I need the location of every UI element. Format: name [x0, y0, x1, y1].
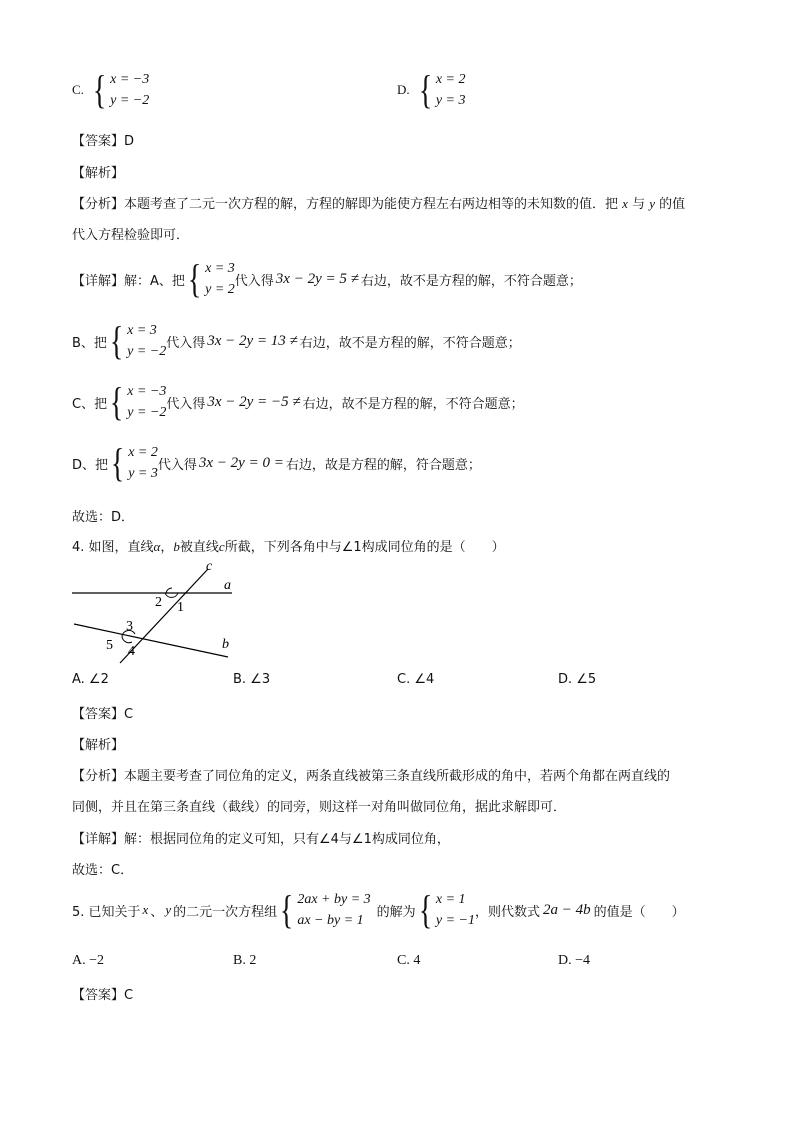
label-2: 2 — [155, 595, 162, 610]
label-4: 4 — [128, 644, 135, 659]
option-d-row1: x = 2 — [435, 72, 466, 87]
q4-option-c: C. ∠4 — [397, 672, 435, 687]
q3-fenxi-tail: 的值 — [659, 197, 686, 212]
q5-equation-system — [277, 889, 371, 931]
q5-stem-e: 的值是（ ） — [593, 904, 685, 920]
q4-choose: 故选：C． — [72, 863, 134, 878]
brace-icon: { — [109, 379, 124, 424]
q3-fenxi-and: 与 — [632, 197, 646, 212]
detail-a-row2: y = 2 — [205, 282, 235, 297]
label-3: 3 — [126, 619, 133, 634]
q5-sys1-row1: 2ax + by = 3 — [297, 892, 371, 907]
detail-a-post: 右边，故不是方程的解，不符合题意； — [360, 273, 582, 289]
option-d-label: D. — [397, 82, 410, 97]
detail-a-mid: 代入得 — [234, 273, 274, 289]
q5-solution-system — [416, 889, 475, 931]
detail-b-system — [107, 320, 166, 362]
detail-c-system — [107, 381, 166, 423]
var-c: c — [218, 539, 225, 554]
q4-option-a: A. ∠2 — [72, 672, 109, 687]
q3-fenxi-line1 — [72, 193, 685, 212]
q4-stem-c: 被直线 — [179, 540, 219, 555]
q5-stem-c: 的解为 — [376, 904, 416, 920]
option-d-row2: y = 3 — [435, 93, 466, 108]
q4-answer: 【答案】C — [72, 707, 134, 722]
brace-icon: { — [110, 440, 125, 485]
detail-c-expr: 3x − 2y = −5 ≠ — [207, 393, 301, 410]
detail-c-row1: x = −3 — [127, 384, 167, 399]
q5-option-c: C. 4 — [397, 953, 421, 968]
var-alpha: α — [153, 539, 161, 554]
q5-expr: 2a − 4b — [543, 901, 591, 918]
q5-sys2-row2: y = −1 — [435, 913, 475, 928]
detail-c-pre: C、把 — [72, 396, 108, 412]
detail-d-pre: D、把 — [72, 457, 109, 473]
q4-fenxi-line1: 【分析】本题主要考查了同位角的定义，两条直线被第三条直线所截形成的角中，若两个角都在两直线的 — [72, 769, 671, 784]
q5-stem-d: ，则代数式 — [475, 904, 541, 920]
q3-fenxi-line2: 代入方程检验即可． — [72, 228, 190, 243]
q5-stem-sep: 、 — [150, 904, 164, 920]
q3-detail-c — [72, 381, 524, 423]
q4-stem-a: 4. 如图，直线 — [72, 540, 154, 555]
line-b — [74, 624, 228, 657]
detail-c-mid: 代入得 — [166, 396, 206, 412]
detail-d-post: 右边，故是方程的解，符合题意； — [285, 457, 481, 473]
angle-1-arc — [165, 593, 178, 597]
detail-c-post: 右边，故不是方程的解，不符合题意； — [302, 396, 524, 412]
q4-stem — [72, 536, 505, 555]
q5-option-b: B. 2 — [233, 953, 257, 968]
q5-stem-b: 的二元一次方程组 — [173, 904, 278, 920]
detail-d-mid: 代入得 — [157, 457, 197, 473]
detail-a-system — [185, 258, 235, 300]
detail-a-pre: 【详解】解：A、把 — [72, 273, 185, 289]
brace-icon: { — [109, 318, 124, 363]
detail-d-system — [108, 442, 158, 484]
option-c — [72, 69, 149, 111]
q3-answer: 【答案】D — [72, 134, 135, 149]
q5-stem-a: 5. 已知关于 — [72, 904, 141, 920]
detail-c-row2: y = −2 — [127, 405, 167, 420]
detail-b-expr: 3x − 2y = 13 ≠ — [207, 332, 298, 349]
q4-detail: 【详解】解：根据同位角的定义可知，只有∠4与∠1构成同位角， — [72, 832, 450, 847]
detail-b-post: 右边，故不是方程的解，不符合题意； — [299, 335, 521, 351]
q3-choose: 故选：D． — [72, 510, 135, 525]
detail-b-pre: B、把 — [72, 335, 107, 351]
label-c: c — [206, 559, 213, 574]
q5-option-d: D. −4 — [558, 953, 591, 968]
label-b: b — [222, 637, 229, 652]
var-y: y — [649, 196, 656, 211]
q3-detail-a — [72, 258, 582, 300]
q3-detail-d — [72, 442, 481, 484]
q3-fenxi-text: 【分析】本题考查了二元一次方程的解，方程的解即为能使方程左右两边相等的未知数的值．把 — [72, 197, 619, 212]
var-x: x — [622, 196, 628, 211]
q4-figure — [60, 555, 250, 670]
detail-b-row1: x = 3 — [127, 323, 157, 338]
option-c-row1: x = −3 — [110, 72, 150, 87]
brace-icon: { — [418, 67, 432, 112]
detail-d-row2: y = 3 — [128, 466, 158, 481]
label-5: 5 — [106, 638, 113, 653]
option-d-system — [416, 69, 466, 111]
q5-stem — [72, 889, 685, 931]
q4-analysis-head: 【解析】 — [72, 738, 125, 753]
brace-icon: { — [92, 67, 107, 112]
detail-a-expr: 3x − 2y = 5 ≠ — [275, 270, 359, 287]
option-d — [397, 69, 466, 111]
q5-answer: 【答案】C — [72, 988, 134, 1003]
q4-stem-b: ， — [160, 540, 174, 555]
brace-icon: { — [187, 256, 202, 301]
var-y: y — [165, 902, 172, 917]
q4-option-b: B. ∠3 — [233, 672, 271, 687]
var-x: x — [142, 902, 149, 917]
detail-d-expr: 3x − 2y = 0 = — [198, 454, 284, 471]
q5-sys2-row1: x = 1 — [435, 892, 466, 907]
var-b: b — [173, 539, 180, 554]
detail-b-mid: 代入得 — [166, 335, 206, 351]
q4-stem-d: 所截，下列各角中与∠1构成同位角的是（ ） — [224, 540, 505, 555]
q4-option-d: D. ∠5 — [558, 672, 597, 687]
detail-b-row2: y = −2 — [127, 344, 167, 359]
label-1: 1 — [177, 600, 184, 615]
label-a: a — [224, 578, 231, 593]
angle-5-arc — [122, 636, 132, 643]
brace-icon: { — [418, 887, 433, 932]
option-c-row2: y = −2 — [110, 93, 150, 108]
option-c-system — [90, 69, 149, 111]
option-c-label: C. — [72, 82, 84, 97]
q5-option-a: A. −2 — [72, 953, 105, 968]
detail-a-row1: x = 3 — [205, 261, 235, 276]
q5-sys1-row2: ax − by = 1 — [297, 913, 364, 928]
detail-d-row1: x = 2 — [128, 445, 158, 460]
q3-detail-b — [72, 320, 521, 362]
brace-icon: { — [280, 887, 294, 932]
q4-fenxi-line2: 同侧，并且在第三条直线（截线）的同旁，则这样一对角叫做同位角，据此求解即可． — [72, 800, 567, 815]
q3-analysis-head: 【解析】 — [72, 166, 125, 181]
angle-2-arc — [166, 588, 172, 593]
